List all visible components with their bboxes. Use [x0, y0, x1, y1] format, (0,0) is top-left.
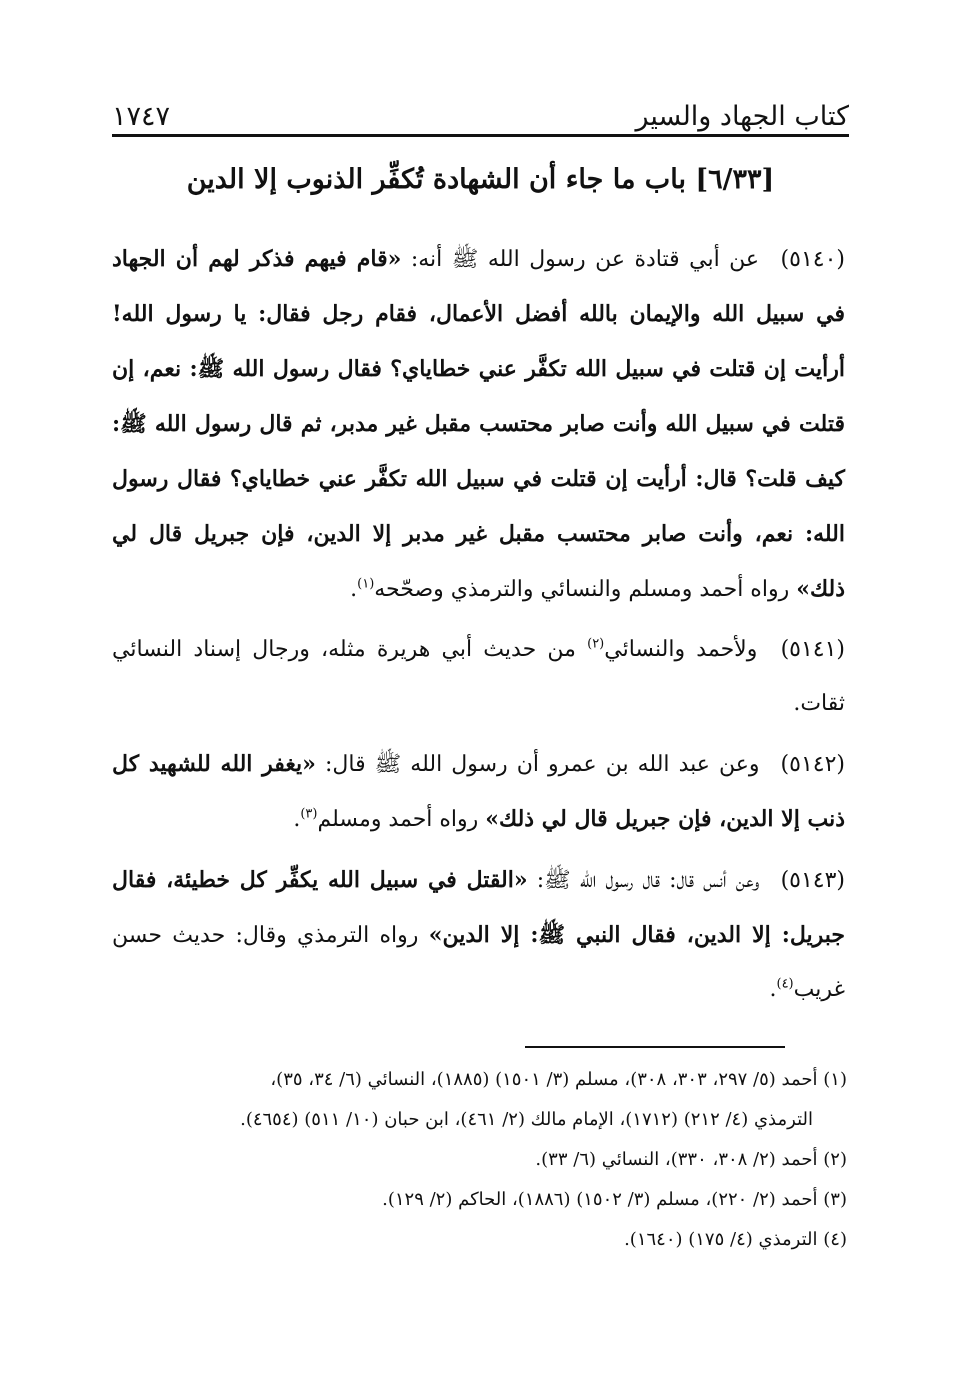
hadith-5140	[112, 232, 845, 617]
footnote-ref: (١)	[357, 576, 375, 592]
footnote-marker: (٣)	[823, 1189, 847, 1210]
body-text	[112, 232, 845, 1023]
hadith-5142	[112, 737, 845, 847]
hadith-takhrij: من حديث أبي هريرة مثله، ورجال إسناد النسائي ثقات.	[112, 637, 845, 716]
footnote-ref: (٣)	[300, 806, 318, 822]
hadith-intro: عن أبي قتادة عن رسول الله ﷺ أنه:	[410, 247, 760, 272]
book-title: كتاب الجهاد والسير	[635, 101, 849, 132]
footnote-4	[112, 1220, 847, 1260]
footnote-separator	[525, 1046, 785, 1048]
hadith-5143	[112, 853, 845, 1017]
footnote-text: الترمذي (٤/ ١٧٥) (١٦٤٠).	[624, 1229, 818, 1250]
footnotes	[112, 1060, 847, 1260]
hadith-matn: «القتل في سبيل الله يكفِّر كل خطيئة، فقال جبريل: إلا الدين، فقال النبي ﷺ: إلا الدين»	[112, 867, 846, 948]
hadith-number: (٥١٤٢)	[780, 752, 845, 777]
footnote-marker: (٤)	[823, 1229, 847, 1250]
chapter-title: [٦/٣٣] باب ما جاء أن الشهادة تُكفِّر الذنوب إلا الدين	[186, 164, 775, 195]
sentence-end: .	[769, 977, 777, 1002]
footnote-ref: (٤)	[776, 976, 794, 992]
sentence-end: .	[350, 577, 358, 602]
footnote-text: أحمد (٢/ ٣٠٨، ٣٣٠)، النسائي (٦/ ٣٣).	[535, 1149, 818, 1170]
footnote-3	[112, 1180, 847, 1220]
hadith-intro: وعن أنس قال: قال رسول الله ﷺ:	[536, 868, 760, 893]
hadith-matn: «قام فيهم فذكر لهم أن الجهاد في سبيل الله والإيمان بالله أفضل الأعمال، فقام رجل فقال: يا رسول الله! أرأيت إن قتلت في سبيل الله تكفَّر عني خطاياي؟ فقال رسول الله ﷺ: نعم، إن قتلت في سبيل الله وأنت صابر محتسب مقبل غير مدبر، ثم قال رسول الله ﷺ: كيف قلت؟ قال: أرأيت إن قتلت في سبيل الله تكفَّر عني خطاياي؟ فقال رسول الله: نعم، وأنت صابر محتسب مقبل غير مدبر إلا الدين، فإن جبريل قال لي ذلك»	[112, 246, 845, 602]
footnote-1	[112, 1060, 847, 1140]
running-header	[112, 88, 849, 132]
hadith-number: (٥١٤٠)	[780, 247, 845, 272]
hadith-takhrij: رواه أحمد ومسلم	[317, 807, 479, 832]
footnote-marker: (٢)	[823, 1149, 847, 1170]
hadith-number: (٥١٤٣)	[780, 868, 846, 893]
footnote-2	[112, 1140, 847, 1180]
footnote-continuation: الترمذي (٤/ ٢١٢) (١٧١٢)، الإمام مالك (٢/ ٤٦١)، ابن حبان (١٠/ ٥١١) (٤٦٥٤).	[240, 1109, 813, 1130]
sentence-end: .	[293, 807, 301, 832]
footnote-marker: (١)	[823, 1069, 847, 1090]
footnote-text: أحمد (٢/ ٢٢٠)، مسلم (٣/ ١٥٠٢) (١٨٨٦)، الحاكم (٢/ ١٢٩).	[382, 1189, 818, 1210]
hadith-intro: ولأحمد والنسائي	[604, 637, 758, 662]
hadith-5141	[112, 623, 845, 731]
hadith-takhrij: رواه الترمذي وقال: حديث حسن غريب	[112, 923, 845, 1002]
hadith-intro: وعن عبد الله بن عمرو أن رسول الله ﷺ قال:	[324, 752, 760, 777]
footnote-ref: (٢)	[587, 636, 605, 652]
hadith-takhrij: رواه أحمد ومسلم والنسائي والترمذي وصحّحه	[374, 577, 790, 602]
header-rule	[112, 134, 849, 137]
hadith-number: (٥١٤١)	[780, 637, 846, 662]
hadith-matn: «يغفر الله للشهيد كل ذنب إلا الدين، فإن جبريل قال لي ذلك»	[112, 751, 845, 832]
footnote-text: أحمد (٥/ ٢٩٧، ٣٠٣، ٣٠٨)، مسلم (٣/ ١٥٠١) (١٨٨٥)، النسائي (٦/ ٣٤، ٣٥)،	[270, 1069, 818, 1090]
page-number: ١٧٤٧	[112, 101, 171, 132]
